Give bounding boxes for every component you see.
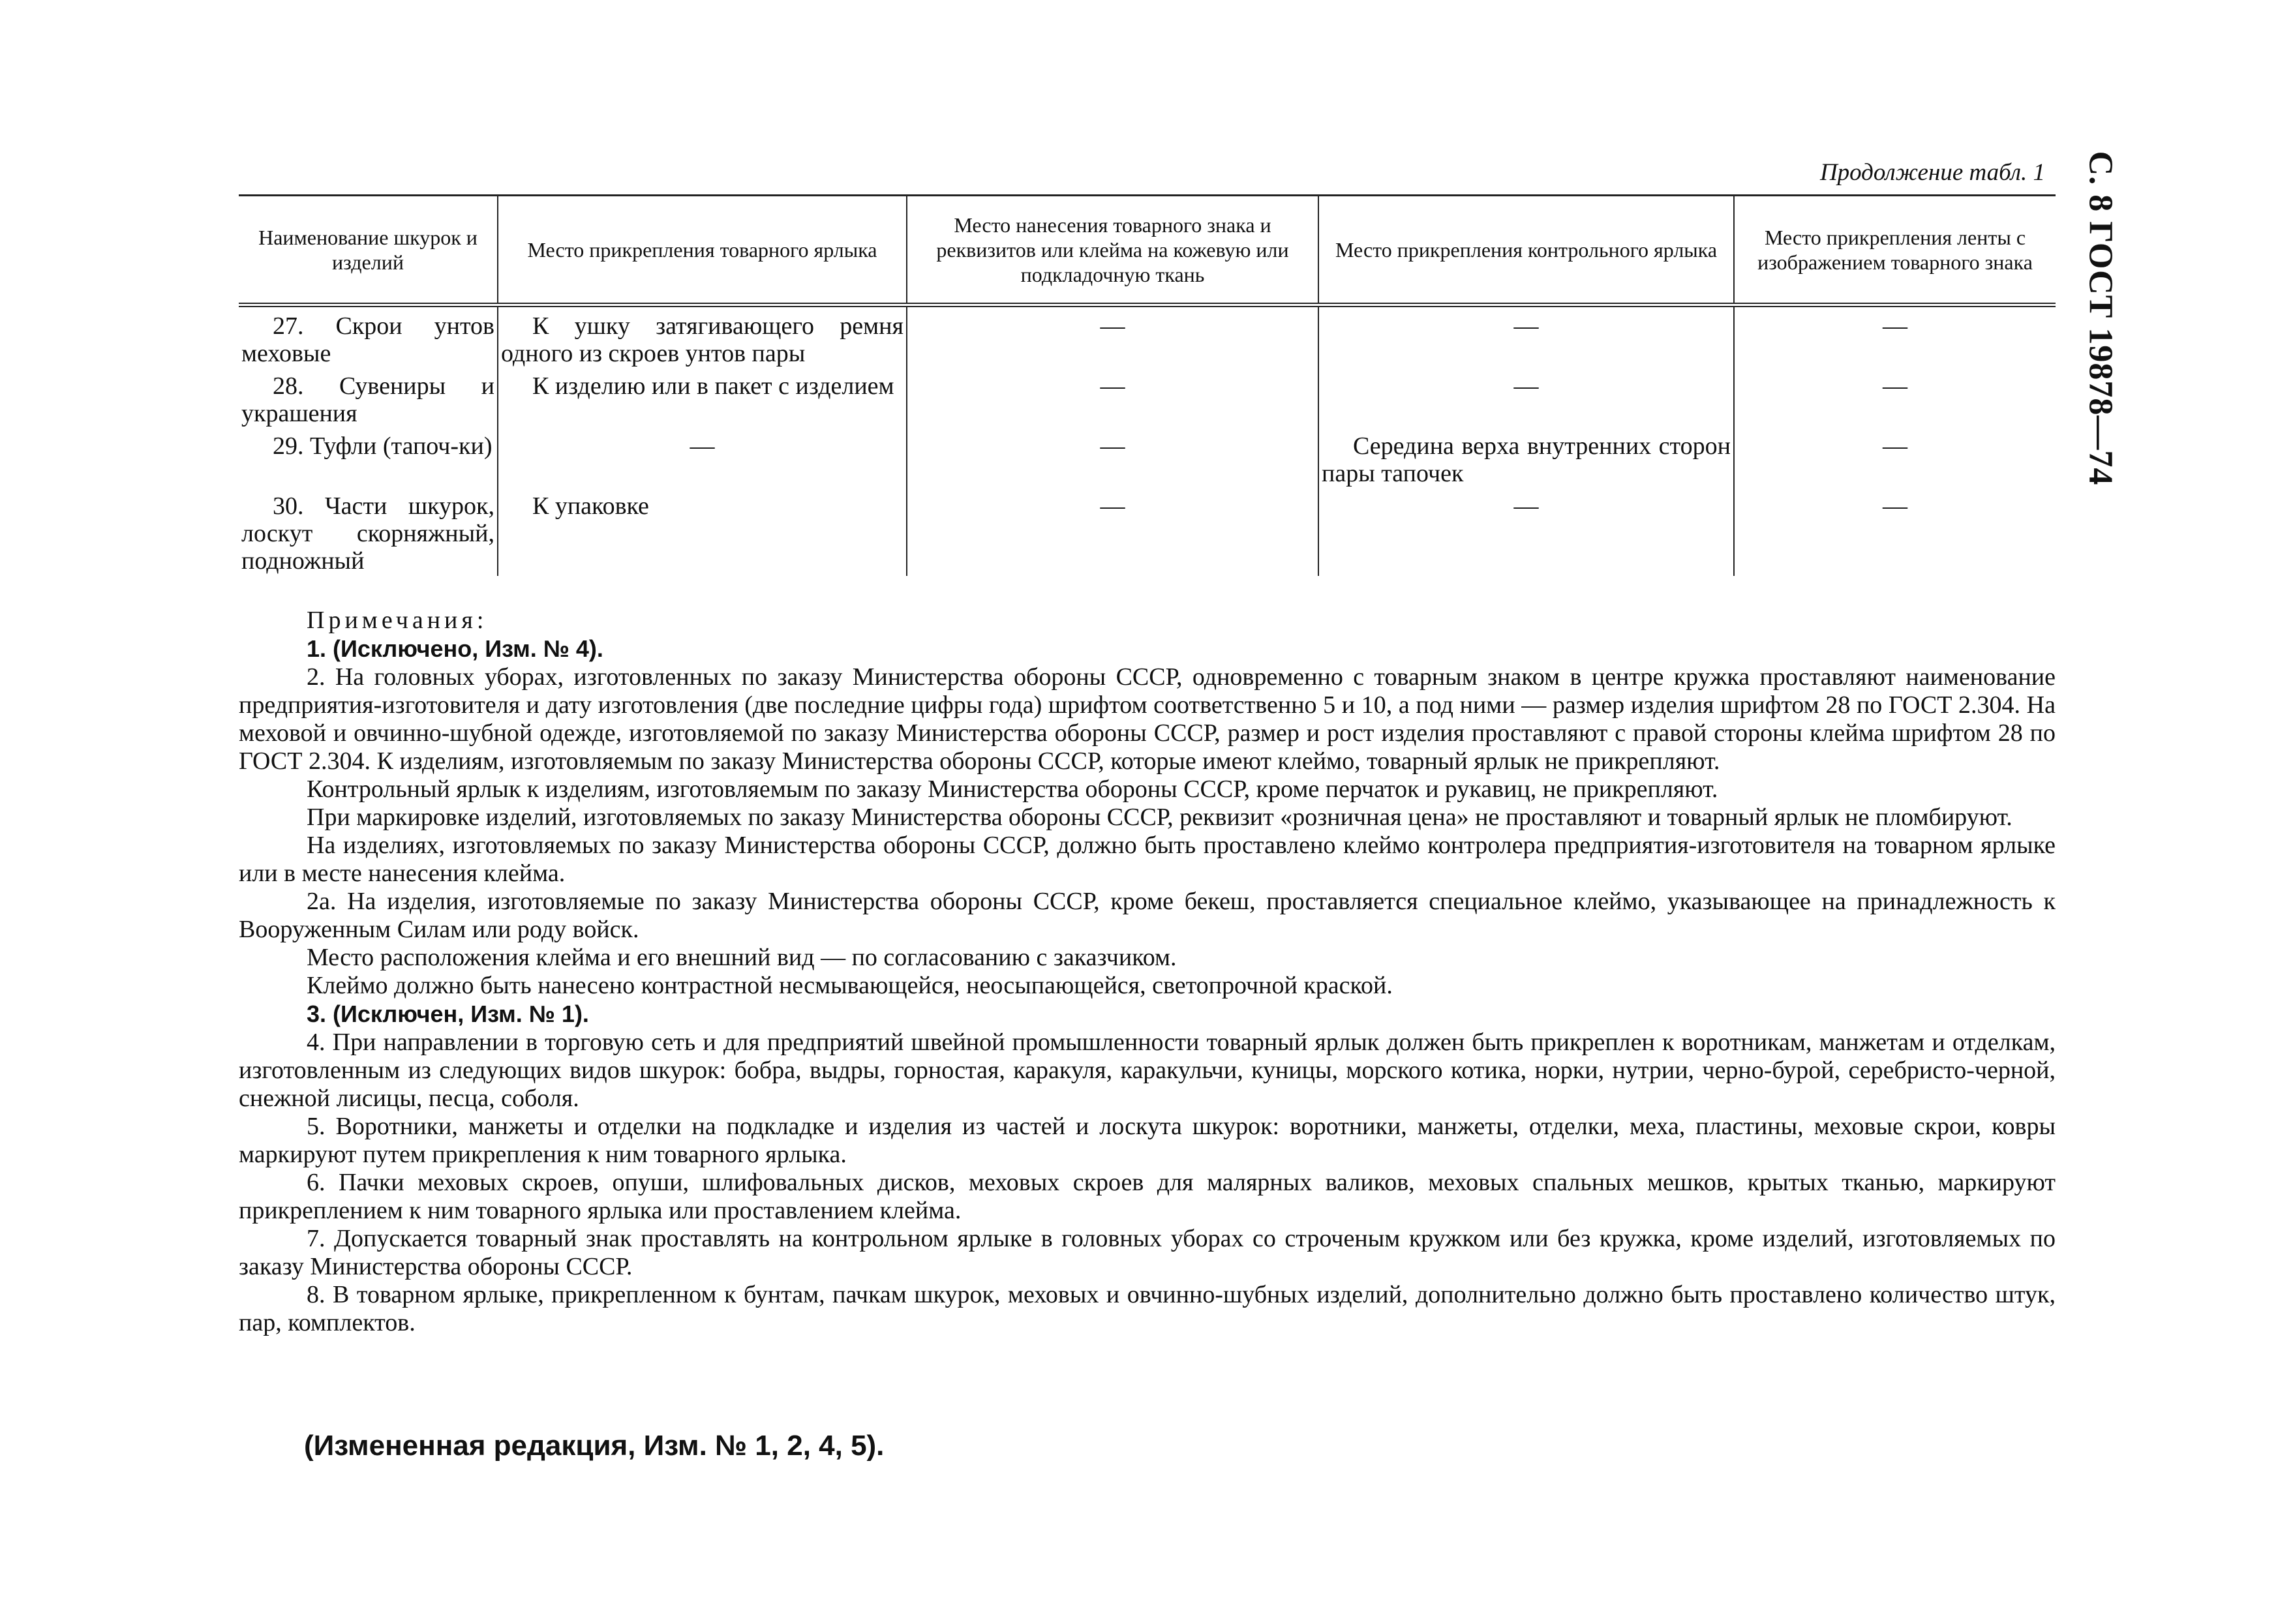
cell-item-name: 30. Части шкурок, лоскут скорняжный, подножный <box>239 492 498 576</box>
cell-control-label: — <box>1318 305 1734 373</box>
col-header-name: Наименование шкурок и изделий <box>239 196 498 305</box>
cell-stamp-place: — <box>907 372 1318 432</box>
note-2a-paint: Клеймо должно быть нанесено контрастной несмывающейся, неосыпающейся, светопрочной краской. <box>307 972 1393 999</box>
note-2-stamp: На изделиях, изготовляемых по заказу Министерства обороны СССР, должно быть проставлено клеймо контролера предприятия-изготовителя на товарном ярлыке или в месте нанесения клейма. <box>239 832 2056 887</box>
cell-ribbon: — <box>1734 492 2056 576</box>
col-header-stamp-place: Место нанесения товарного знака и реквизитов или клейма на кожевую или подкладочную ткань <box>907 196 1318 305</box>
note-2: 2. На головных уборах, изготовленных по заказу Министерства обороны СССР, одновременно с товарным знаком в центре кружка проставляют наименование предприятия-изготовителя и дату изготовления (две последние цифры года) шрифтом соответственно 5 и 10, а под ними — размер изделия шрифтом 28 по ГОСТ 2.304. На меховой и овчинно-шубной одежде, изготовляемой по заказу Министерства обороны СССР, размер и рост изделия проставляют с правой стороны клейма шрифтом 28 по ГОСТ 2.304. К изделиям, изготовляемым по заказу Министерства обороны СССР, которые имеют клеймо, товарный ярлык не прикрепляют. <box>239 663 2056 775</box>
table-header-row <box>239 196 2056 305</box>
notes-section <box>239 607 2056 1337</box>
cell-stamp-place: — <box>907 432 1318 492</box>
cell-stamp-place: — <box>907 305 1318 373</box>
cell-item-name: 28. Сувениры и украшения <box>239 372 498 432</box>
note-2-control-label: Контрольный ярлык к изделиям, изготовляемым по заказу Министерства обороны СССР, кроме перчаток и рукавиц, не прикрепляют. <box>307 775 1718 803</box>
note-5: 5. Воротники, манжеты и отделки на подкладке и изделия из частей и лоскута шкурок: воротники, манжеты, отделки, меха, пластины, меховые скрои, ковры маркируют путем прикрепления к ним товарного ярлыка. <box>239 1113 2056 1168</box>
cell-label-place: — <box>498 432 907 492</box>
cell-label-place: К ушку затягивающего ремня одного из скроев унтов пары <box>498 305 907 373</box>
note-6: 6. Пачки меховых скроев, опуши, шлифовальных дисков, меховых скроев для малярных валиков, меховых спальных мешков, крытых тканью, маркируют прикреплением к ним товарного ярлыка или проставлением клейма. <box>239 1169 2056 1224</box>
note-2-marking: При маркировке изделий, изготовляемых по заказу Министерства обороны СССР, реквизит «розничная цена» не проставляют и товарный ярлык не пломбируют. <box>307 804 2012 831</box>
revision-note: (Измененная редакция, Изм. № 1, 2, 4, 5). <box>304 1430 885 1462</box>
page-side-title <box>2081 151 2120 486</box>
note-2a-location: Место расположения клейма и его внешний вид — по согласованию с заказчиком. <box>307 944 1177 971</box>
note-1: 1. (Исключено, Изм. № 4). <box>307 635 603 662</box>
col-header-ribbon: Место прикрепления ленты с изображением товарного знака <box>1734 196 2056 305</box>
cell-stamp-place: — <box>907 492 1318 576</box>
note-3: 3. (Исключен, Изм. № 1). <box>307 1000 589 1027</box>
table-row <box>239 305 2056 373</box>
cell-ribbon: — <box>1734 372 2056 432</box>
table-continuation-label: Продолжение табл. 1 <box>1819 159 2045 186</box>
cell-item-name: 29. Туфли (тапоч-ки) <box>239 432 498 492</box>
note-8: 8. В товарном ярлыке, прикрепленном к бунтам, пачкам шкурок, меховых и овчинно-шубных изделий, дополнительно должно быть проставлено количество штук, пар, комплектов. <box>239 1281 2056 1336</box>
notes-heading: Примечания: <box>307 607 488 634</box>
cell-ribbon: — <box>1734 305 2056 373</box>
note-2a: 2а. На изделия, изготовляемые по заказу Министерства обороны СССР, кроме бекеш, проставляется специальное клеймо, указывающее на принадлежность к Вооруженным Силам или роду войск. <box>239 888 2056 943</box>
cell-control-label: — <box>1318 492 1734 576</box>
cell-item-name: 27. Скрои унтов меховые <box>239 305 498 373</box>
col-header-control-label: Место прикрепления контрольного ярлыка <box>1318 196 1734 305</box>
note-4: 4. При направлении в торговую сеть и для предприятий швейной промышленности товарный ярлык должен быть прикреплен к воротникам, манжетам и отделкам, изготовленным из следующих видов шкурок: бобра, выдры, горностая, каракуля, каракульчи, куницы, морского котика, норки, нутрии, черно-бурой, серебристо-черной, снежной лисицы, песца, соболя. <box>239 1029 2056 1112</box>
cell-ribbon: — <box>1734 432 2056 492</box>
note-7: 7. Допускается товарный знак проставлять на контрольном ярлыке в головных уборах со строченым кружком или без кружка, кроме изделий, изготовляемых по заказу Министерства обороны СССР. <box>239 1225 2056 1280</box>
table-row <box>239 372 2056 432</box>
cell-label-place: К изделию или в пакет с изделием <box>498 372 907 432</box>
marking-table <box>239 194 2056 576</box>
cell-control-label: Середина верха внутренних сторон пары тапочек <box>1318 432 1734 492</box>
table-row <box>239 492 2056 576</box>
table-row <box>239 432 2056 492</box>
cell-control-label: — <box>1318 372 1734 432</box>
col-header-label-place: Место прикрепления товарного ярлыка <box>498 196 907 305</box>
cell-label-place: К упаковке <box>498 492 907 576</box>
gost-number: С. 8 ГОСТ 19878—74 <box>2082 151 2119 486</box>
